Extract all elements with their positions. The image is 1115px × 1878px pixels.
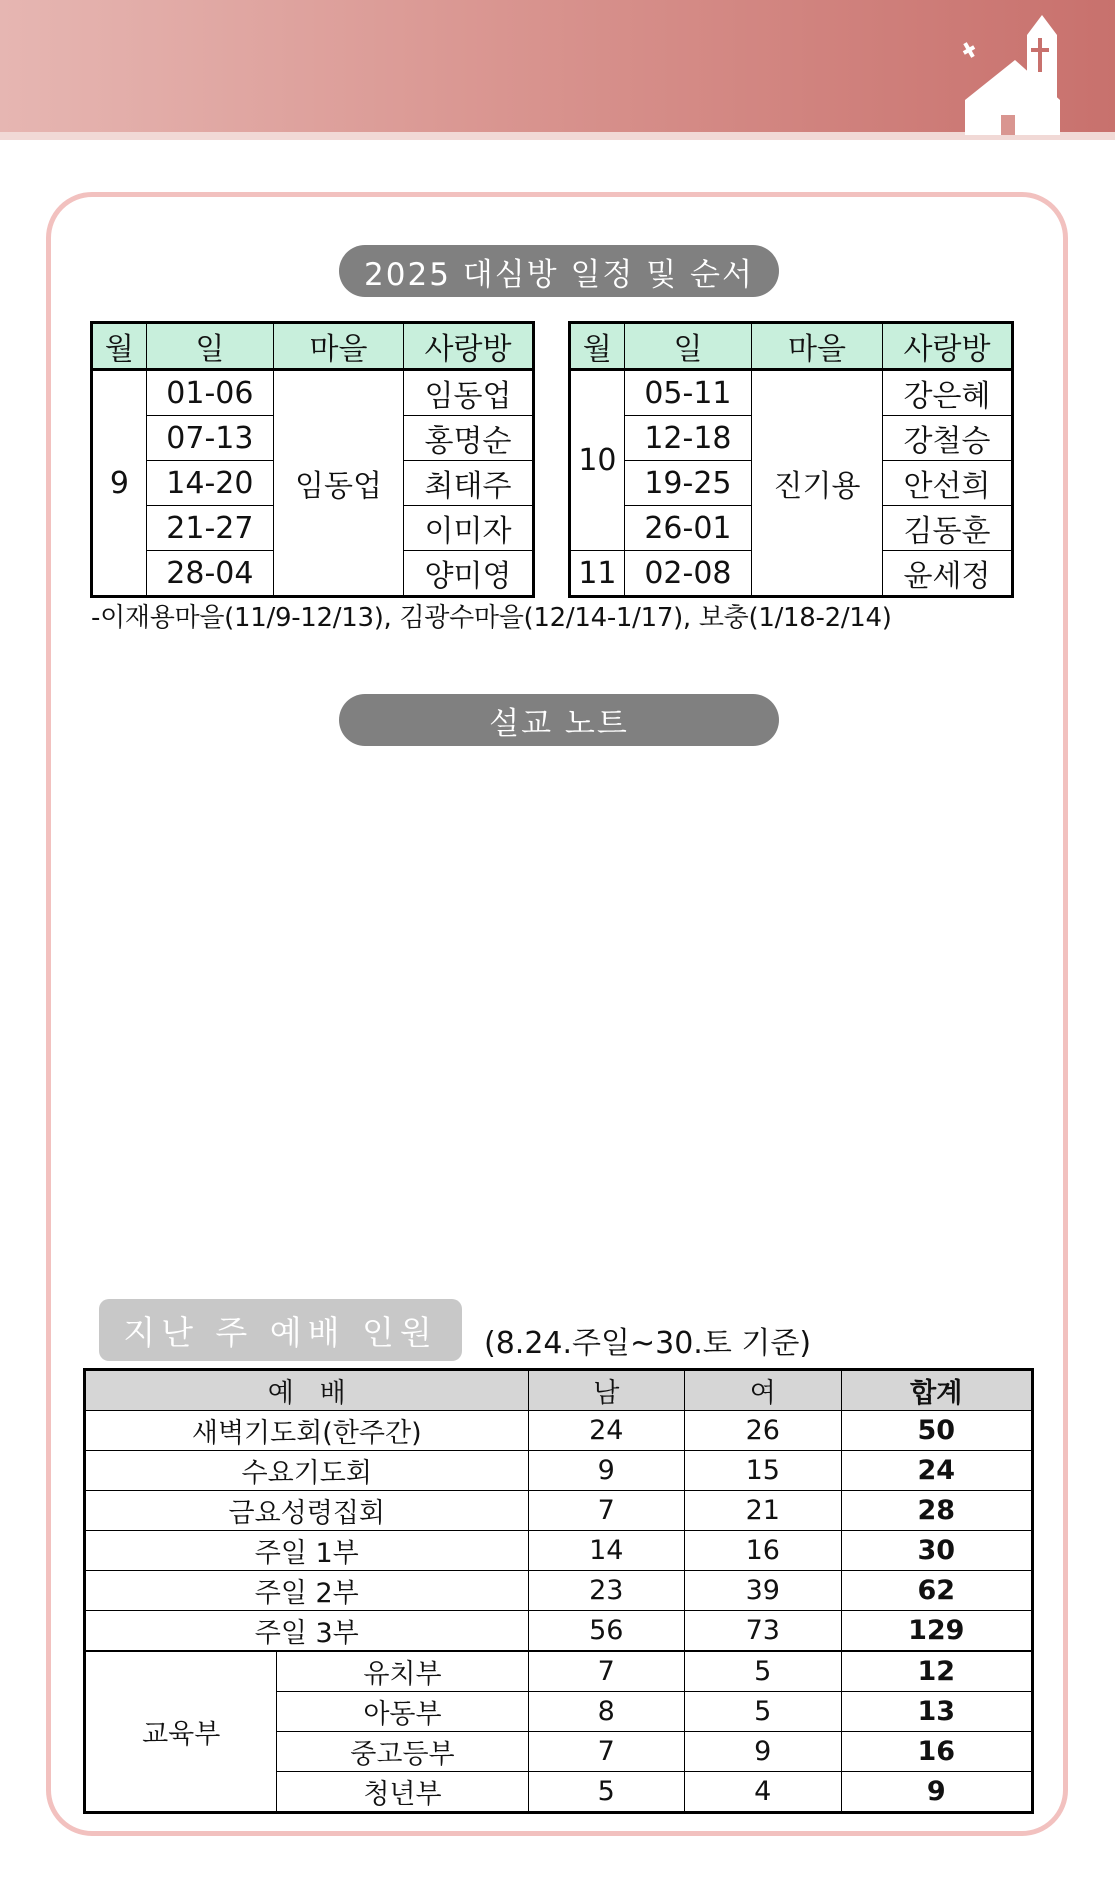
room-cell: 윤세정 (883, 551, 1013, 597)
village-cell: 임동업 (273, 370, 403, 597)
total-count: 62 (841, 1571, 1032, 1611)
village-cell: 진기용 (752, 370, 883, 597)
day-cell: 21-27 (146, 506, 273, 551)
total-count: 12 (841, 1651, 1032, 1692)
room-cell: 김동훈 (883, 506, 1013, 551)
total-count: 50 (841, 1411, 1032, 1451)
room-cell: 최태주 (403, 461, 533, 506)
header-month: 월 (92, 323, 147, 370)
header-divider (0, 132, 1115, 140)
attendance-basis: (8.24.주일~30.토 기준) (484, 1326, 812, 1361)
header-total: 합계 (841, 1370, 1032, 1411)
male-count: 14 (528, 1531, 685, 1571)
male-count: 5 (528, 1772, 685, 1813)
header-banner (0, 0, 1115, 140)
header-room: 사랑방 (403, 323, 533, 370)
header-day: 일 (146, 323, 273, 370)
male-count: 56 (528, 1611, 685, 1652)
header-day: 일 (624, 323, 751, 370)
education-group-label: 교육부 (85, 1651, 277, 1813)
church-icon (955, 10, 1095, 140)
day-cell: 02-08 (624, 551, 751, 597)
total-count: 9 (841, 1772, 1032, 1813)
total-count: 129 (841, 1611, 1032, 1652)
female-count: 5 (685, 1692, 842, 1732)
service-name: 주일 2부 (85, 1571, 529, 1611)
department-name: 중고등부 (277, 1732, 528, 1772)
table-row (85, 1611, 1033, 1652)
header-male: 남 (528, 1370, 685, 1411)
schedule-table-left (90, 321, 535, 598)
day-cell: 14-20 (146, 461, 273, 506)
table-row (85, 1651, 1033, 1692)
table-row (85, 1531, 1033, 1571)
schedule-title: 2025 대심방 일정 및 순서 (339, 245, 779, 297)
male-count: 8 (528, 1692, 685, 1732)
male-count: 24 (528, 1411, 685, 1451)
female-count: 15 (685, 1451, 842, 1491)
header-room: 사랑방 (883, 323, 1013, 370)
day-cell: 26-01 (624, 506, 751, 551)
male-count: 9 (528, 1451, 685, 1491)
room-cell: 안선희 (883, 461, 1013, 506)
department-name: 유치부 (277, 1651, 528, 1692)
header-village: 마을 (752, 323, 883, 370)
male-count: 7 (528, 1491, 685, 1531)
service-name: 새벽기도회(한주간) (85, 1411, 529, 1451)
header-month: 월 (570, 323, 625, 370)
female-count: 4 (685, 1772, 842, 1813)
table-row (85, 1451, 1033, 1491)
service-name: 주일 1부 (85, 1531, 529, 1571)
day-cell: 28-04 (146, 551, 273, 597)
service-name: 금요성령집회 (85, 1491, 529, 1531)
department-name: 아동부 (277, 1692, 528, 1732)
header-service: 예 배 (85, 1370, 529, 1411)
table-row (85, 1411, 1033, 1451)
female-count: 5 (685, 1651, 842, 1692)
month-cell: 11 (570, 551, 625, 597)
room-cell: 임동업 (403, 370, 533, 416)
female-count: 26 (685, 1411, 842, 1451)
male-count: 7 (528, 1732, 685, 1772)
female-count: 21 (685, 1491, 842, 1531)
month-cell: 9 (92, 370, 147, 597)
room-cell: 강철승 (883, 416, 1013, 461)
total-count: 28 (841, 1491, 1032, 1531)
total-count: 24 (841, 1451, 1032, 1491)
male-count: 23 (528, 1571, 685, 1611)
department-name: 청년부 (277, 1772, 528, 1813)
room-cell: 홍명순 (403, 416, 533, 461)
table-row (85, 1571, 1033, 1611)
female-count: 16 (685, 1531, 842, 1571)
sermon-note-title: 설교 노트 (339, 694, 779, 746)
attendance-table (83, 1368, 1034, 1814)
service-name: 주일 3부 (85, 1611, 529, 1652)
month-cell: 10 (570, 370, 625, 551)
attendance-title: 지난 주 예배 인원 (99, 1299, 462, 1361)
male-count: 7 (528, 1651, 685, 1692)
room-cell: 양미영 (403, 551, 533, 597)
day-cell: 05-11 (624, 370, 751, 416)
header-female: 여 (685, 1370, 842, 1411)
room-cell: 이미자 (403, 506, 533, 551)
day-cell: 01-06 (146, 370, 273, 416)
total-count: 30 (841, 1531, 1032, 1571)
service-name: 수요기도회 (85, 1451, 529, 1491)
female-count: 9 (685, 1732, 842, 1772)
day-cell: 07-13 (146, 416, 273, 461)
schedule-table-right (568, 321, 1014, 598)
day-cell: 19-25 (624, 461, 751, 506)
schedule-note: -이재용마을(11/9-12/13), 김광수마을(12/14-1/17), 보충(1/18-2/14) (91, 603, 892, 633)
female-count: 73 (685, 1611, 842, 1652)
table-row (85, 1491, 1033, 1531)
day-cell: 12-18 (624, 416, 751, 461)
header-village: 마을 (273, 323, 403, 370)
total-count: 16 (841, 1732, 1032, 1772)
total-count: 13 (841, 1692, 1032, 1732)
female-count: 39 (685, 1571, 842, 1611)
room-cell: 강은혜 (883, 370, 1013, 416)
